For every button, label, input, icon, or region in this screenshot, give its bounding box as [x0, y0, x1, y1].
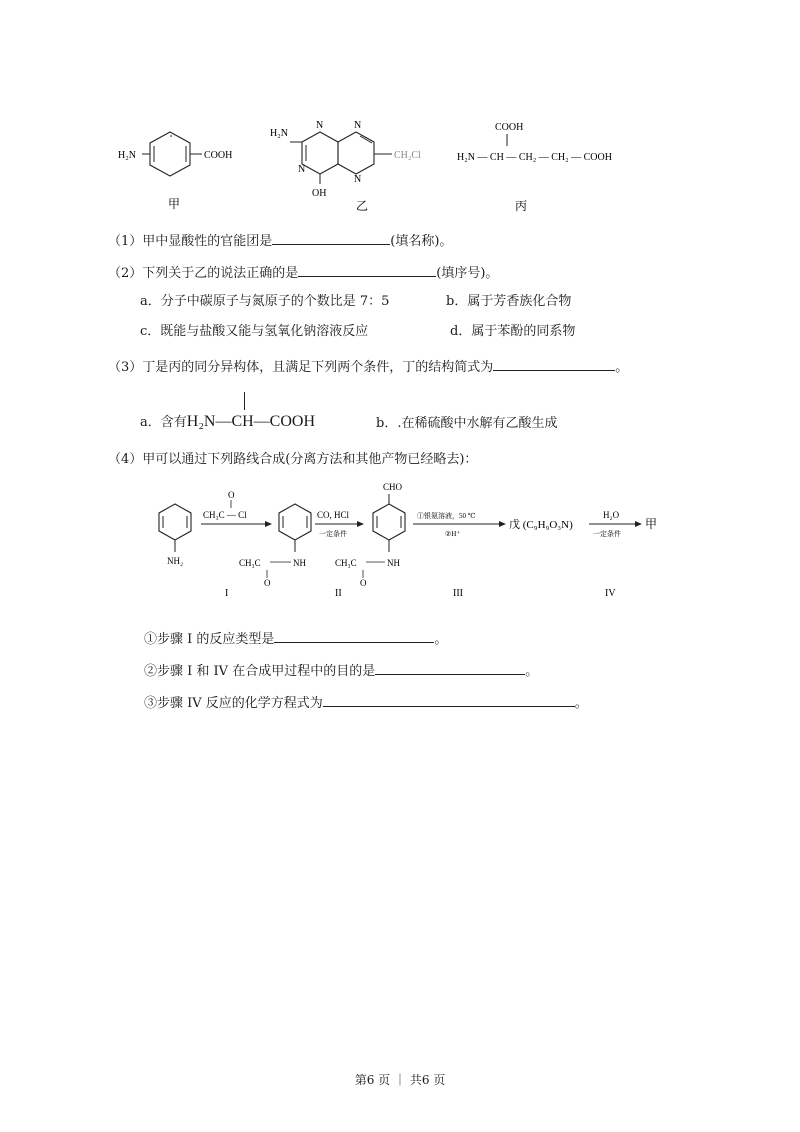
route-amine: NH₂ — [167, 556, 184, 566]
q3-cond-a-formula: H₂N—CH—COOH — [186, 413, 316, 430]
yi-amino: H₂N — [270, 128, 288, 139]
yi-n1: N — [316, 120, 324, 131]
yi-label: 乙 — [356, 199, 369, 213]
route-reagent3: ①银氨溶液，50 ℃ — [417, 512, 476, 520]
yi-n3: N — [298, 164, 306, 175]
route-reagent1: CH₃C — Cl — [203, 510, 247, 520]
route-acetamide-o-2: O — [360, 578, 367, 588]
q2-suffix: (填序号)。 — [436, 266, 499, 281]
question-4: （4）甲可以通过下列路线合成(分离方法和其他产物已经略去)： — [108, 452, 478, 467]
q3-condition-a — [140, 414, 315, 431]
route-step-4: IV — [605, 588, 616, 599]
page-footer: 第6 页 ｜ 共6 页 — [354, 1073, 446, 1087]
q4-sub-2-suffix: 。 — [525, 664, 539, 679]
route-product-wu: 戊 (C₉H₉O₃N) — [509, 519, 573, 531]
q4-sub-1 — [144, 630, 447, 648]
jia-right-group: COOH — [204, 150, 233, 161]
q4-sub-1-text: ①步骤 I 的反应类型是 — [144, 632, 275, 647]
q3-suffix: 。 — [615, 360, 629, 375]
structure-yi-drawing — [268, 112, 448, 218]
yi-side-chain: CH₂Cl — [394, 150, 421, 161]
bing-label: 丙 — [515, 199, 528, 213]
q4-sub-2-text: ②步骤 I 和 IV 在合成甲过程中的目的是 — [144, 664, 376, 679]
q4-sub-3-text: ③步骤 IV 反应的化学方程式为 — [144, 696, 323, 711]
route-reagent1-top: O — [228, 490, 235, 500]
yi-n4: N — [354, 174, 362, 185]
q2-prefix: （2）下列关于乙的说法正确的是 — [108, 266, 299, 281]
synthesis-route — [145, 480, 685, 610]
yi-hydroxyl: OH — [312, 188, 327, 199]
jia-label: 甲 — [168, 197, 181, 211]
structure-yi — [268, 112, 448, 218]
structure-jia — [110, 118, 260, 218]
question-1 — [108, 232, 452, 250]
q1-suffix: (填名称)。 — [390, 234, 453, 249]
route-acetamide-o-1: O — [264, 578, 271, 588]
route-acetamide-left-1: CH₃C — [239, 558, 261, 568]
route-acetamide-left-2: CH₃C — [335, 558, 357, 568]
route-condition3: ②H⁺ — [445, 530, 461, 538]
bing-chain: H₂N — CH — CH₂ — CH₂ — COOH — [457, 152, 612, 163]
question-2 — [108, 264, 498, 282]
route-step-3: III — [453, 588, 463, 599]
route-aldehyde: CHO — [383, 482, 403, 492]
synthesis-route-drawing — [145, 480, 685, 610]
q1-prefix: （1）甲中显酸性的官能团是 — [108, 234, 273, 249]
q3-cond-a-text: a．含有 — [140, 415, 187, 430]
jia-left-group: H₂N — [118, 150, 136, 161]
q2-option-d: d．属于苯酚的同系物 — [450, 324, 576, 339]
q2-option-c: c．既能与盐酸又能与氢氧化钠溶液反应 — [140, 324, 369, 339]
q3-answer-blank[interactable] — [493, 358, 615, 371]
q2-option-a: a．分子中碳原子与氮原子的个数比是 7：5 — [140, 294, 390, 309]
structure-jia-drawing — [110, 118, 260, 218]
q3-prefix: （3）丁是丙的同分异构体，且满足下列两个条件，丁的结构简式为 — [108, 360, 494, 375]
route-step-2: II — [335, 588, 342, 599]
route-step-1: I — [225, 588, 229, 599]
q3-condition-b: b．.在稀硫酸中水解有乙酸生成 — [376, 416, 558, 431]
route-final: 甲 — [645, 517, 658, 531]
route-condition2: 一定条件 — [319, 530, 347, 538]
bing-top-group: COOH — [495, 122, 524, 133]
q3-formula-bond — [244, 392, 245, 410]
q1-answer-blank[interactable] — [272, 232, 390, 245]
route-condition4: 一定条件 — [593, 530, 621, 538]
structure-bing-drawing — [455, 116, 655, 218]
route-reagent2: CO, HCl — [317, 510, 350, 520]
q2-answer-blank[interactable] — [298, 264, 436, 277]
q4-sub-3-suffix: 。 — [574, 696, 588, 711]
q4-sub-1-blank[interactable] — [274, 630, 434, 643]
route-acetamide-nh-1: NH — [293, 558, 306, 568]
q4-sub-2 — [144, 662, 538, 680]
question-3 — [108, 358, 628, 376]
q4-sub-2-blank[interactable] — [375, 662, 525, 675]
route-reagent4: H₂O — [603, 510, 620, 520]
q4-sub-3-blank[interactable] — [323, 694, 575, 707]
q4-sub-3 — [144, 694, 588, 712]
q2-option-b: b．属于芳香族化合物 — [446, 294, 572, 309]
structure-bing — [455, 116, 655, 218]
route-acetamide-nh-2: NH — [387, 558, 400, 568]
q4-sub-1-suffix: 。 — [434, 632, 448, 647]
yi-n2: N — [354, 120, 362, 131]
